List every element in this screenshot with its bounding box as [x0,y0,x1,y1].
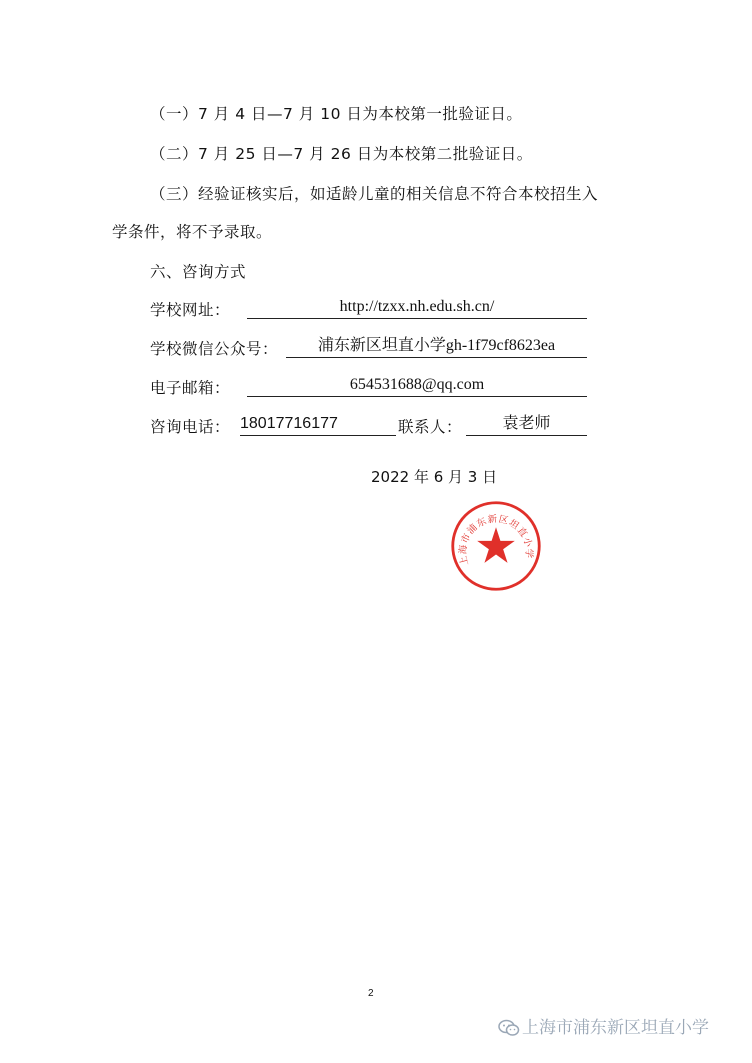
paragraph-item-1: （一）7 月 4 日—7 月 10 日为本校第一批验证日。 [150,105,523,123]
watermark-text: 上海市浦东新区坦直小学 [522,1018,709,1038]
wechat-icon [498,1019,520,1037]
paragraph-item-2: （二）7 月 25 日—7 月 26 日为本校第二批验证日。 [150,145,533,163]
watermark [498,1016,709,1040]
seal-text: 上海市浦东新区坦直小学 [457,513,535,567]
section-heading: 六、咨询方式 [150,263,247,281]
website-label: 学校网址： [150,301,231,319]
paragraph-item-3-line-2: 学条件，将不予录取。 [112,223,273,241]
wechat-label: 学校微信公众号： [150,340,279,358]
seal-star-icon [477,527,515,563]
contact-person-value: 袁老师 [466,413,587,436]
phone-label: 咨询电话： [150,418,231,436]
page-number: 2 [368,988,374,999]
email-label: 电子邮箱： [150,379,231,397]
document-date: 2022 年 6 月 3 日 [371,468,498,486]
official-seal [449,499,543,593]
website-value[interactable]: http://tzxx.nh.edu.sh.cn/ [247,296,587,319]
wechat-value: 浦东新区坦直小学gh-1f79cf8623ea [286,335,587,358]
phone-value: 18017716177 [240,413,396,436]
paragraph-item-3-line-1: （三）经验证核实后，如适龄儿童的相关信息不符合本校招生入 [150,185,599,203]
contact-person-label: 联系人： [398,418,463,436]
email-value[interactable]: 654531688@qq.com [247,374,587,397]
